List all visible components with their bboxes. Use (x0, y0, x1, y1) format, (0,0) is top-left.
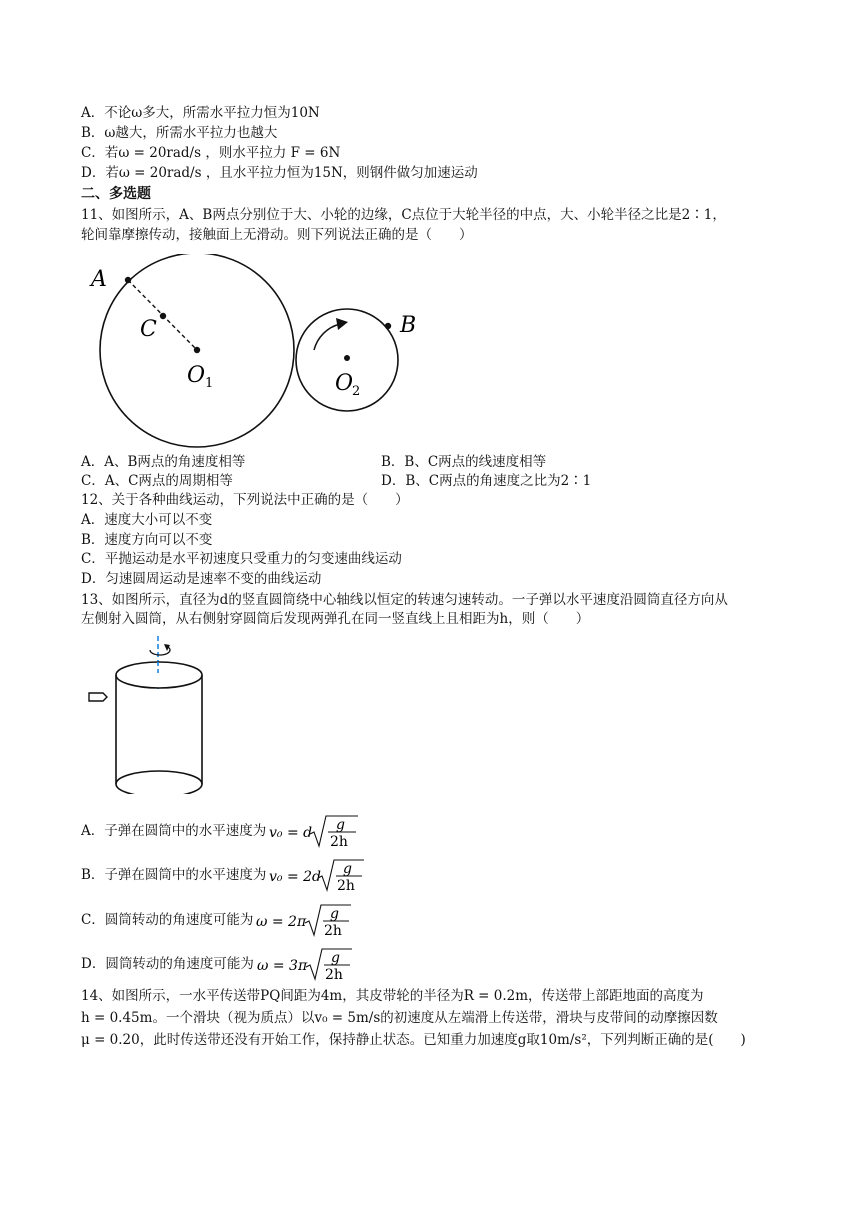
formula-den: 2h (324, 923, 343, 938)
q12-stem: 12、关于各种曲线运动，下列说法中正确的是（ ） (81, 492, 409, 508)
formula-den: 2h (324, 967, 343, 982)
q11-option-c: C．A、C两点的周期相等 (81, 473, 233, 489)
label-c: C (140, 317, 157, 342)
q13-option-b-formula (266, 857, 366, 893)
q11-option-d: D．B、C两点的角速度之比为2∶1 (381, 473, 592, 489)
formula-den: 2h (337, 878, 356, 893)
q13-option-c (81, 902, 353, 938)
cylinder-bottom (116, 784, 202, 794)
q13-stem-line1: 13、如图所示，直径为d的竖直圆筒绕中心轴线以恒定的转速匀速转动。一子弹以水平速度沿圆筒直径方向从 (81, 592, 728, 608)
q13-option-a-formula (266, 813, 361, 849)
q13-option-c-formula (253, 902, 353, 938)
point-b (385, 323, 391, 329)
formula-lhs: ω = 2π (256, 914, 307, 930)
q11-option-a: A．A、B两点的角速度相等 (81, 454, 246, 470)
formula-lhs: v₀ = 2d (269, 869, 322, 885)
q11-option-b: B．B、C两点的线速度相等 (381, 454, 547, 470)
label-o2-sub: 2 (352, 384, 361, 399)
rotation-arrow-icon (314, 324, 340, 350)
label-o2: O (335, 371, 354, 396)
q12-option-a: A．速度大小可以不变 (81, 512, 213, 528)
formula-num: g (343, 861, 353, 877)
q12-option-d: D．匀速圆周运动是速率不变的曲线运动 (81, 571, 322, 587)
cylinder-top (116, 662, 202, 688)
label-o1-sub: 1 (205, 376, 214, 391)
q12-option-c: C．平抛运动是水平初速度只受重力的匀变速曲线运动 (81, 551, 402, 567)
q14-line2: h = 0.45m。一个滑块（视为质点）以v₀ = 5m/s的初速度从左端滑上传送带，滑块与皮带间的动摩擦因数 (81, 1010, 718, 1026)
q13-option-d-text: D．圆筒转动的角速度可能为 (81, 956, 254, 972)
q10-option-d: D．若ω = 20rad/s ，且水平拉力恒为15N，则钢件做匀加速运动 (81, 165, 478, 181)
q11-stem-line1: 11、如图所示，A、B两点分别位于大、小轮的边缘，C点位于大轮半径的中点，大、小轮半径之比是2∶1， (81, 207, 726, 223)
cylinder-bottom-back (116, 771, 202, 784)
q13-option-a-text: A．子弹在圆筒中的水平速度为 (81, 823, 267, 839)
q13-option-c-text: C．圆筒转动的角速度可能为 (81, 912, 254, 928)
q12-option-b: B．速度方向可以不变 (81, 532, 213, 548)
bullet-icon (89, 693, 107, 701)
q10-option-b: B．ω越大，所需水平拉力也越大 (81, 125, 278, 141)
q13-option-d (81, 946, 354, 982)
q13-option-b (81, 857, 366, 893)
q13-option-d-formula (254, 946, 354, 982)
q10-option-a: A．不论ω多大，所需水平拉力恒为10N (81, 105, 320, 121)
formula-num: g (330, 950, 340, 966)
q13-cylinder-figure (84, 634, 214, 794)
formula-lhs: v₀ = d (269, 825, 313, 841)
formula-den: 2h (330, 834, 349, 849)
center-o2 (344, 355, 350, 361)
q11-stem-line2: 轮间靠摩擦传动，接触面上无滑动。则下列说法正确的是（ ） (81, 227, 473, 243)
q14-line3: μ = 0.20，此时传送带还没有开始工作，保持静止状态。已知重力加速度g取10m/s²，下列判断正确的是( ) (81, 1032, 746, 1048)
formula-num: g (330, 906, 340, 922)
q13-option-a (81, 813, 361, 849)
q11-wheels-figure (82, 254, 442, 454)
formula-num: g (336, 817, 346, 833)
arrowhead-icon (336, 318, 348, 330)
label-a: A (91, 267, 107, 292)
formula-lhs: ω = 3π (256, 958, 307, 974)
section-title: 二、多选题 (81, 186, 151, 202)
q13-stem-line2: 左侧射入圆筒，从右侧射穿圆筒后发现两弹孔在同一竖直线上且相距为h，则（ ） (81, 611, 590, 627)
q13-option-b-text: B．子弹在圆筒中的水平速度为 (81, 867, 267, 883)
q10-option-c: C．若ω = 20rad/s ，则水平拉力 F = 6N (81, 145, 341, 161)
label-o1: O (187, 363, 206, 388)
point-c (160, 313, 166, 319)
q14-line1: 14、如图所示，一水平传送带PQ间距为4m，其皮带轮的半径为R = 0.2m，传送带上部距地面的高度为 (81, 988, 704, 1004)
point-a (125, 277, 131, 283)
label-b: B (400, 313, 417, 338)
center-o1 (194, 347, 200, 353)
